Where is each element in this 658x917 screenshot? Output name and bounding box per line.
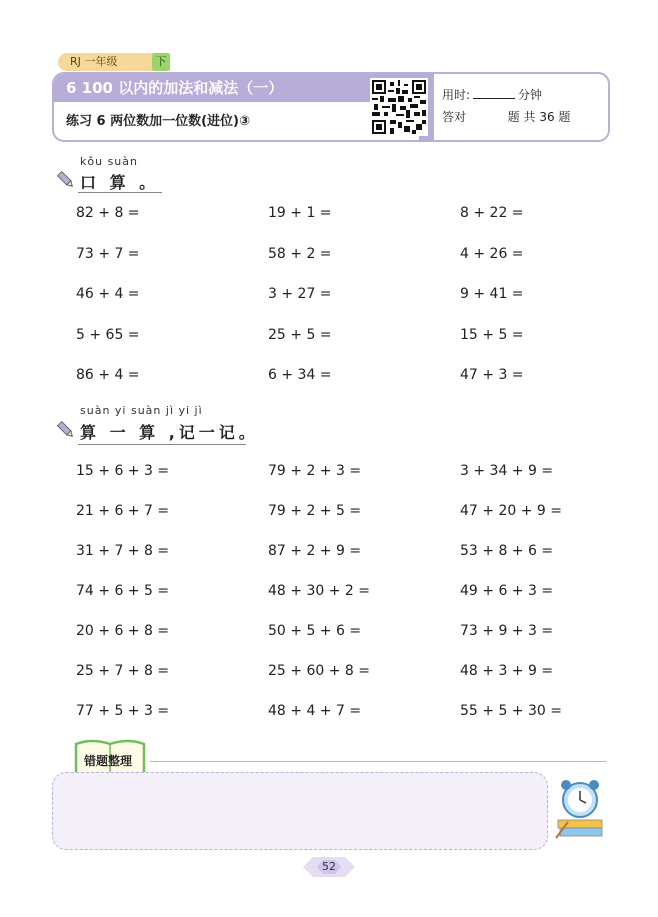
qr-code-graphic [372, 80, 426, 134]
score-mid: 题 共 [507, 110, 536, 124]
math-problem: 15 + 5 = [460, 326, 524, 343]
error-notes-area[interactable] [52, 772, 548, 850]
section1-title: 口 算 。 [80, 173, 160, 192]
math-problem: 58 + 2 = [268, 245, 332, 262]
math-problem: 19 + 1 = [268, 205, 332, 221]
math-problem: 3 + 27 = [268, 286, 332, 302]
problem-row [76, 367, 596, 387]
problem-row [76, 583, 596, 603]
math-problem: 48 + 30 + 2 = [268, 583, 370, 599]
problem-row [76, 205, 596, 225]
problem-row [76, 463, 596, 483]
pencil-icon [56, 170, 76, 190]
unit-title: 6 100 以内的加法和减法（一） [54, 74, 434, 102]
math-problem: 6 + 34 = [268, 367, 332, 383]
section1-underline [78, 192, 162, 193]
grade-badge [58, 53, 170, 71]
math-problem: 4 + 26 = [460, 245, 524, 262]
score-panel [442, 84, 570, 128]
math-problem: 5 + 65 = [76, 326, 140, 343]
time-unit: 分钟 [518, 88, 543, 102]
math-problem: 74 + 6 + 5 = [76, 583, 170, 599]
math-problem: 48 + 4 + 7 = [268, 703, 362, 719]
math-problem: 47 + 3 = [460, 367, 524, 383]
math-problem: 73 + 7 = [76, 245, 140, 262]
math-problem: 48 + 3 + 9 = [460, 663, 554, 679]
time-blank[interactable] [473, 87, 515, 99]
math-problem: 25 + 5 = [268, 326, 332, 343]
problem-row [76, 663, 596, 683]
math-problem: 9 + 41 = [460, 286, 524, 302]
problem-row [76, 246, 596, 266]
math-problem: 86 + 4 = [76, 367, 140, 383]
problem-row [76, 327, 596, 347]
qr-code-icon[interactable] [370, 78, 428, 136]
alarm-clock-icon [552, 776, 608, 840]
math-problem: 25 + 7 + 8 = [76, 663, 170, 679]
section2-title: 算 一 算 ,记一记。 [80, 423, 259, 442]
math-problem: 3 + 34 + 9 = [460, 463, 554, 479]
problem-row [76, 503, 596, 523]
problem-row [76, 543, 596, 563]
score-total: 36 [539, 110, 555, 124]
math-problem: 73 + 9 + 3 = [460, 623, 554, 639]
page-number-text: 52 [322, 860, 336, 873]
math-problem: 50 + 5 + 6 = [268, 623, 362, 639]
math-problem: 47 + 20 + 9 = [460, 503, 562, 519]
math-problem: 77 + 5 + 3 = [76, 703, 170, 719]
grade-label: RJ 一年级 [70, 55, 118, 68]
section1-pinyin: kǒu suàn [80, 155, 138, 168]
error-section-label: 错题整理 [84, 754, 133, 768]
score-suffix: 题 [558, 110, 571, 124]
math-problem: 21 + 6 + 7 = [76, 503, 170, 519]
problem-row [76, 286, 596, 306]
math-problem: 82 + 8 = [76, 205, 140, 221]
page-number [303, 856, 355, 878]
section2-pinyin: suàn yi suàn jì yi jì [80, 404, 203, 417]
math-problem: 46 + 4 = [76, 286, 140, 302]
lesson-header [52, 72, 610, 142]
math-problem: 31 + 7 + 8 = [76, 543, 170, 559]
section2-underline [78, 444, 246, 445]
math-problem: 79 + 2 + 5 = [268, 503, 362, 519]
math-problem: 49 + 6 + 3 = [460, 583, 554, 599]
math-problem: 25 + 60 + 8 = [268, 663, 370, 679]
math-problem: 15 + 6 + 3 = [76, 463, 170, 479]
problem-row [76, 623, 596, 643]
volume-label: 下 [152, 53, 170, 71]
time-row [442, 84, 570, 106]
score-prefix: 答对 [442, 110, 467, 124]
math-problem: 53 + 8 + 6 = [460, 543, 554, 559]
math-problem: 87 + 2 + 9 = [268, 543, 362, 559]
score-row [442, 106, 570, 128]
math-problem: 55 + 5 + 30 = [460, 703, 562, 719]
time-label: 用时: [442, 88, 471, 102]
pencil-icon [56, 420, 76, 440]
problem-row [76, 703, 596, 723]
math-problem: 20 + 6 + 8 = [76, 623, 170, 639]
lesson-title: 练习 6 两位数加一位数(进位)③ [66, 114, 250, 129]
error-section-line [150, 761, 606, 762]
math-problem: 8 + 22 = [460, 205, 524, 221]
math-problem: 79 + 2 + 3 = [268, 463, 362, 479]
